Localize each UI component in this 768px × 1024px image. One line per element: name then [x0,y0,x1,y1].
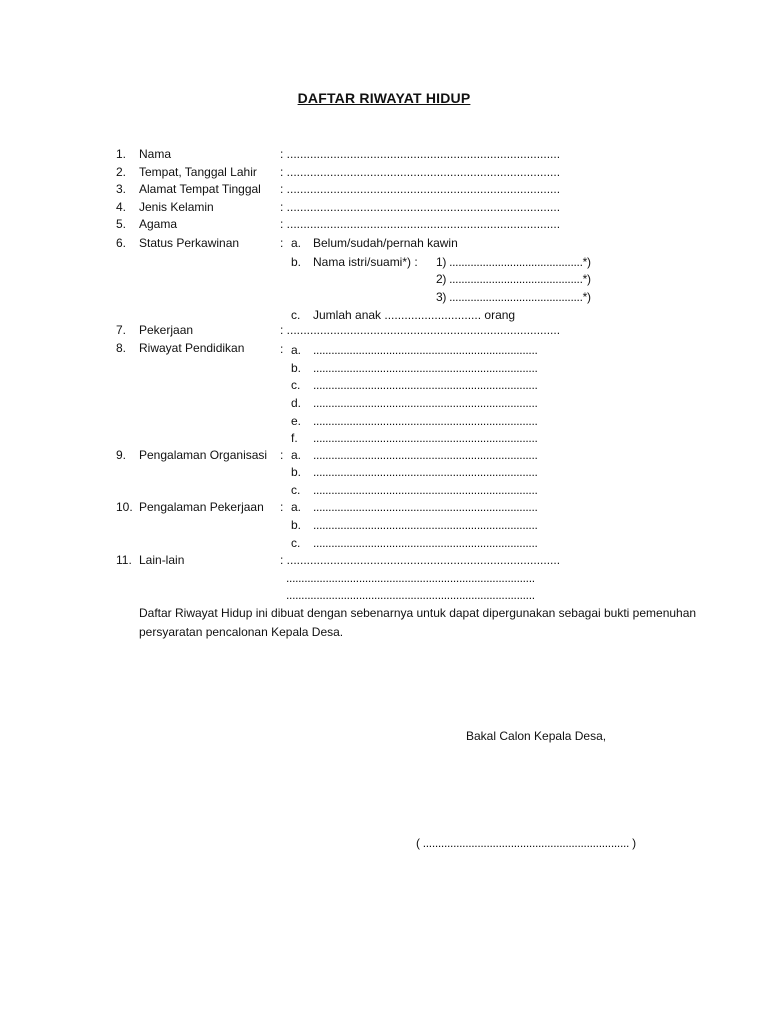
item-number: 10. [116,500,133,514]
item-label-marital: Status Perkawinan [139,236,240,250]
education-line: .......................................................................... [313,343,538,357]
item-label-others: Lain-lain [139,553,185,567]
education-line: .......................................................................... [313,414,538,428]
item-number: 9. [116,448,127,462]
fill-line-address: : .................................................................................. [280,182,561,196]
item-number: 11. [116,553,132,567]
sub-letter: b. [291,255,302,269]
organization-line: .......................................................................... [313,448,538,462]
item-number: 5. [116,217,127,231]
item-number: 2. [116,165,127,179]
fill-line-others: .................................................................................. [286,588,535,602]
work-line: .......................................................................... [313,500,538,514]
colon: : [280,500,284,514]
fill-line-job: : .................................................................................. [280,323,561,337]
sub-letter: d. [291,396,302,410]
education-line: .......................................................................... [313,378,538,392]
fill-line-birth: : .................................................................................. [280,165,561,179]
item-label-job: Pekerjaan [139,323,194,337]
colon: : [280,342,284,356]
colon: : [280,236,284,250]
spouse-line-2: 2) ............................................*) [436,272,591,286]
education-line: .......................................................................... [313,396,538,410]
education-line: .......................................................................... [313,431,538,445]
spouse-line-3: 3) ............................................*) [436,290,591,304]
fill-line-gender: : .................................................................................. [280,200,561,214]
sub-letter: c. [291,483,301,497]
item-number: 4. [116,200,127,214]
item-number: 6. [116,236,127,250]
sub-letter: c. [291,536,301,550]
item-label-nama: Nama [139,147,172,161]
sub-letter: b. [291,361,302,375]
spouse-line-1: 1) ............................................*) [436,255,591,269]
children-count-text: Jumlah anak ............................. orang [313,308,516,322]
organization-line: .......................................................................... [313,483,538,497]
item-label-education: Riwayat Pendidikan [139,341,245,355]
signature-title: Bakal Calon Kepala Desa, [466,729,607,743]
spouse-name-label: Nama istri/suami*) : [313,255,418,269]
sub-letter: f. [291,431,298,445]
organization-line: .......................................................................... [313,465,538,479]
document-title: DAFTAR RIWAYAT HIDUP [297,90,471,106]
fill-line-religion: : .................................................................................. [280,217,561,231]
statement-paragraph: Daftar Riwayat Hidup ini dibuat dengan sebenarnya untuk dapat dipergunakan sebagai bukti pemenuhan persyaratan pencalonan Kepala Desa. [139,606,697,639]
item-number: 3. [116,182,127,196]
education-line: .......................................................................... [313,361,538,375]
sub-letter: b. [291,518,302,532]
work-line: .......................................................................... [313,518,538,532]
item-label-work-experience: Pengalaman Pekerjaan [139,500,264,514]
sub-letter: a. [291,500,302,514]
item-label-religion: Agama [139,217,178,231]
fill-line-others: .................................................................................. [286,571,535,585]
fill-line-nama: : .................................................................................. [280,147,561,161]
item-number: 1. [116,147,127,161]
item-label-organization: Pengalaman Organisasi [139,448,268,462]
fill-line-others: : .................................................................................. [280,553,561,567]
signature-line: ( .................................................................... ) [416,836,636,850]
sub-letter: c. [291,308,301,322]
item-label-gender: Jenis Kelamin [139,200,214,214]
item-number: 7. [116,323,127,337]
sub-letter: c. [291,378,301,392]
sub-letter: a. [291,343,302,357]
marital-status-text: Belum/sudah/pernah kawin [313,236,458,250]
sub-letter: e. [291,414,302,428]
sub-letter: b. [291,465,302,479]
colon: : [280,448,284,462]
sub-letter: a. [291,448,302,462]
sub-letter: a. [291,236,302,250]
item-number: 8. [116,341,127,355]
item-label-address: Alamat Tempat Tinggal [139,182,261,196]
item-label-birth: Tempat, Tanggal Lahir [139,165,257,179]
work-line: .......................................................................... [313,536,538,550]
